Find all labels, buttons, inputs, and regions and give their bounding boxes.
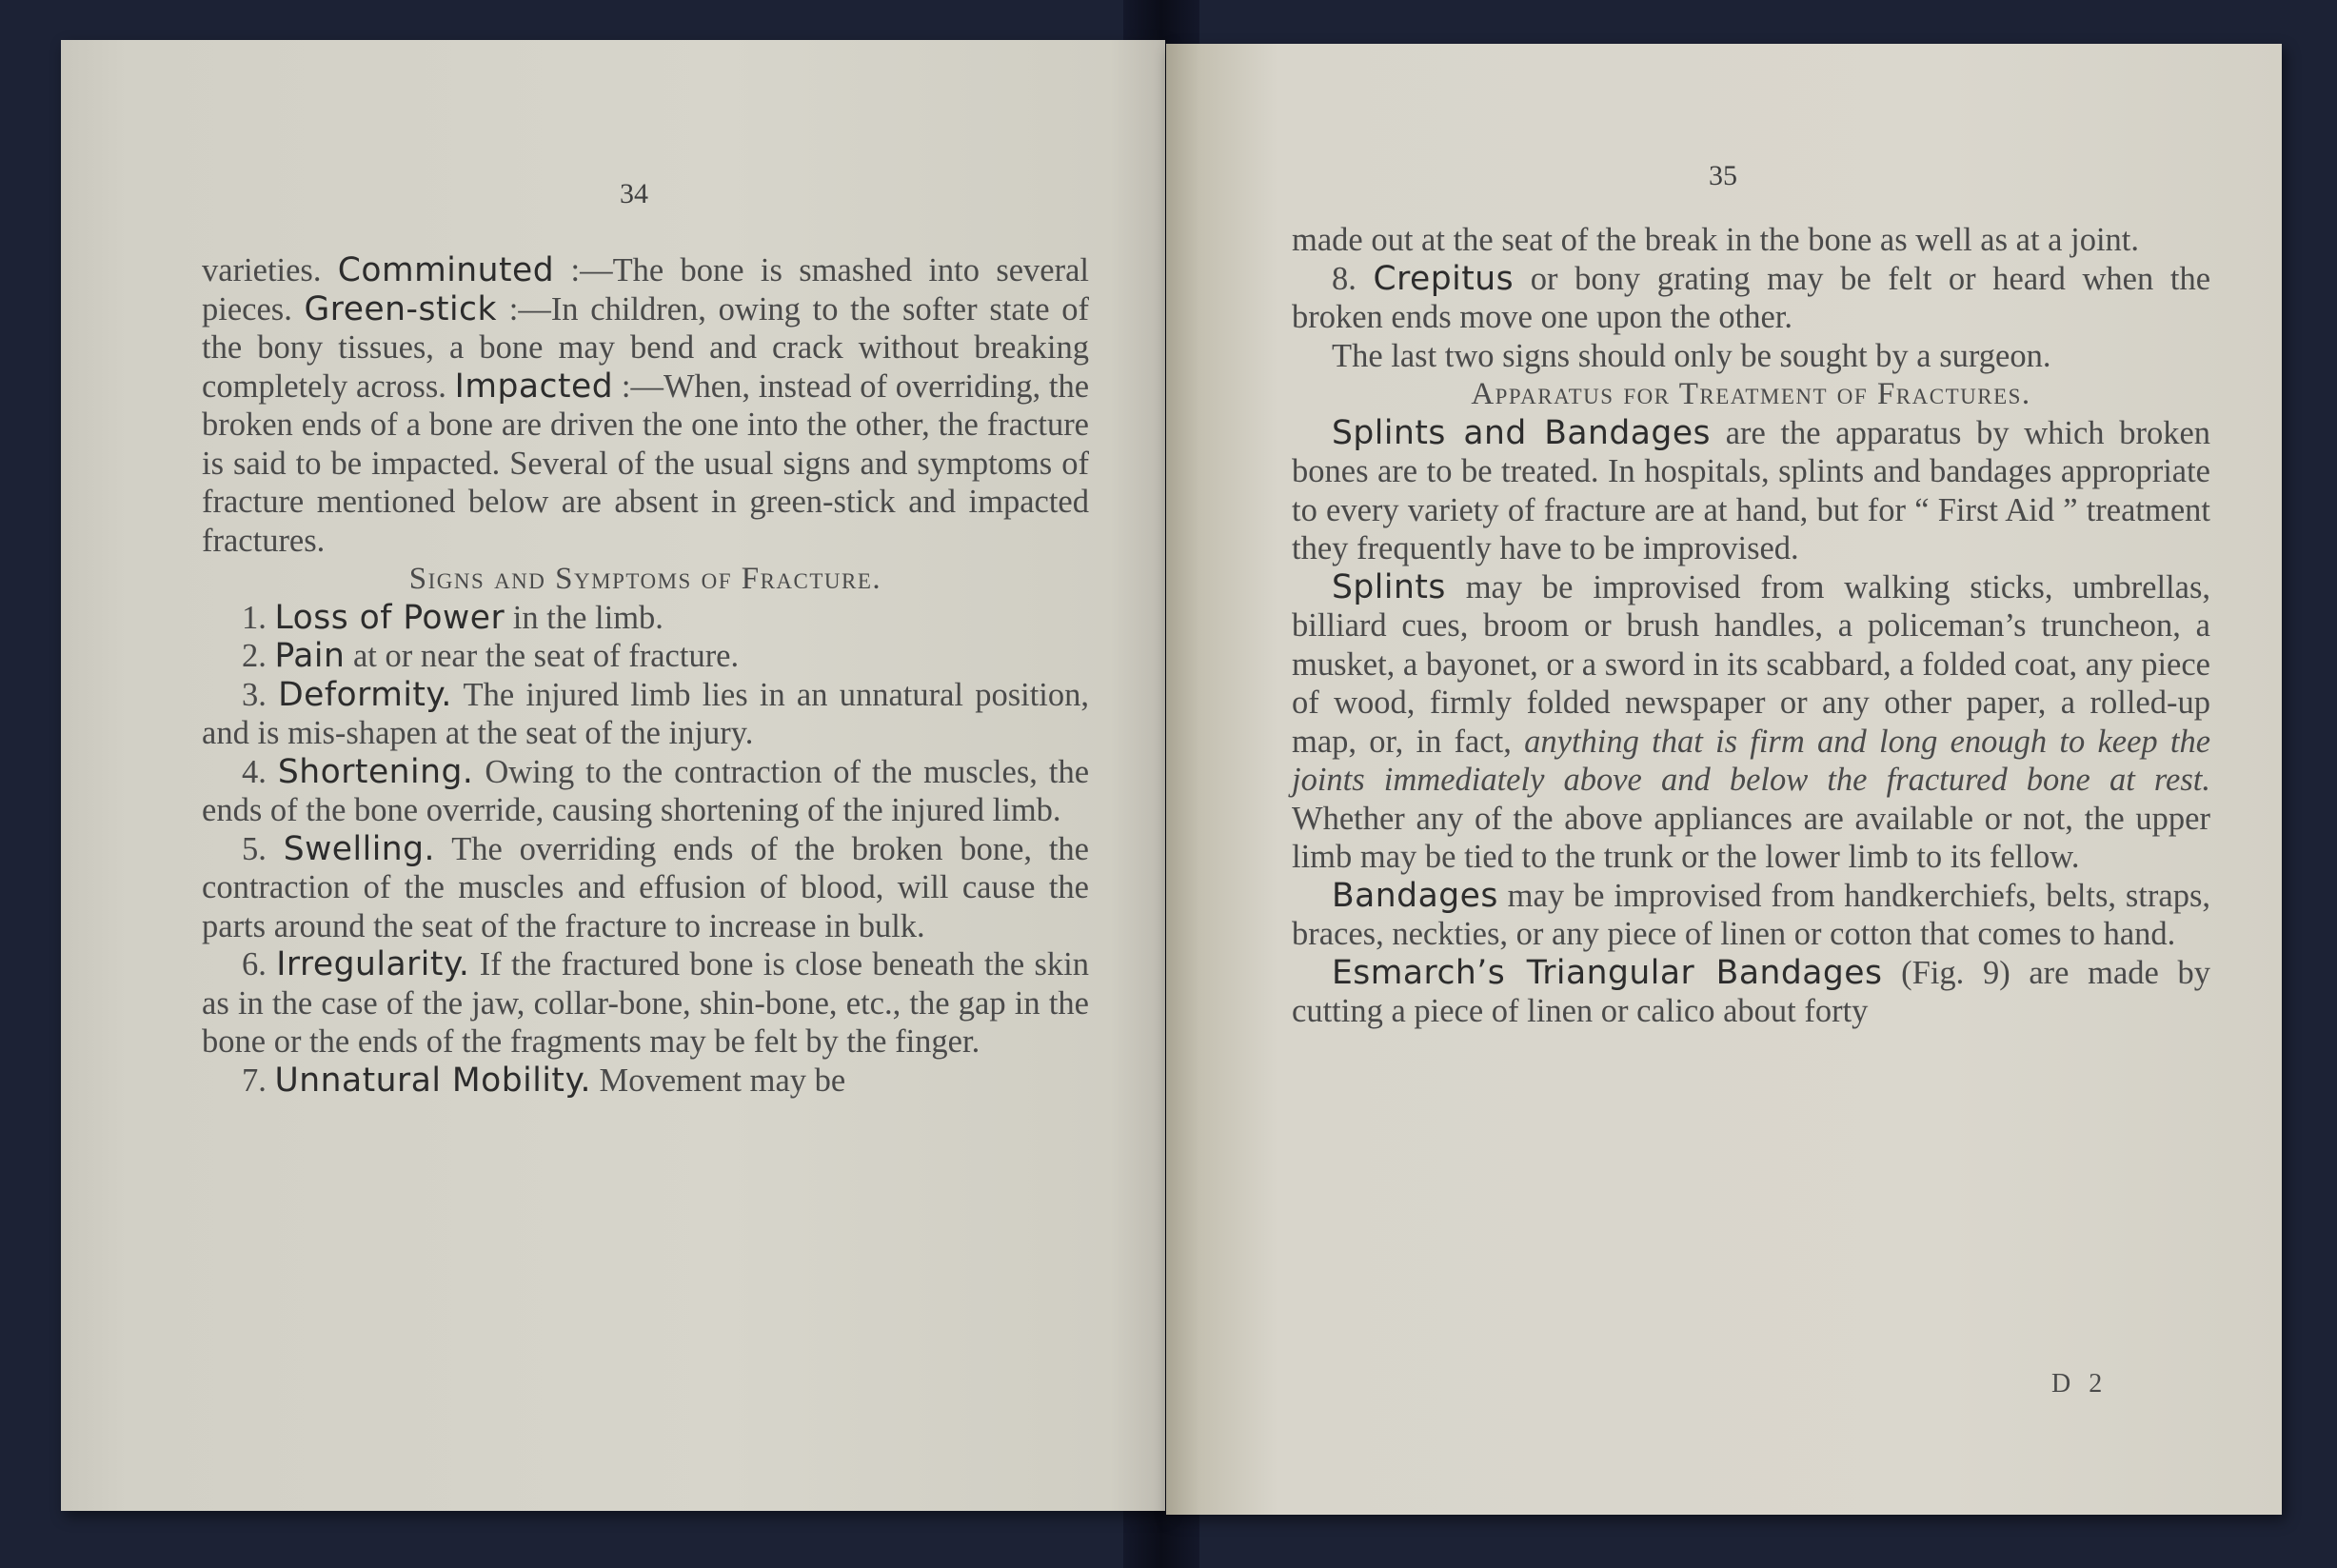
list-item: 4. Shortening. Owing to the contraction of the muscles, the ends of the bone override, causing shortening of the injured limb. bbox=[202, 752, 1090, 828]
section-heading: Apparatus for Treatment of Fractures. bbox=[1471, 377, 2031, 411]
list-item: 7. Unnatural Mobility. Movement may be bbox=[242, 1061, 846, 1100]
impacted-term: Impacted bbox=[454, 367, 614, 406]
list-item: 8. Crepitus or bony grating may be felt or heard when the broken ends move one upon the other. bbox=[1292, 259, 2211, 335]
list-item: 5. Swelling. The overriding ends of the broken bone, the contraction of the muscles and effusion of blood, will cause the parts around the seat of the fracture to increase in bulk. bbox=[202, 829, 1089, 944]
left-page-body bbox=[202, 251, 1089, 1100]
right-page-body bbox=[1292, 221, 2210, 1031]
splints-and-bandages-paragraph: Splints and Bandages are the apparatus by which broken bones are to be treated. In hospitals, splints and bandages appropriate to every variety of fracture are at hand, but for “ First Aid ” treatment they frequently have to be improvised. bbox=[1292, 413, 2211, 566]
emphasis-text: anything that is firm and long enough to keep the joints immediately above and below the fractured bone at rest. bbox=[1292, 723, 2211, 798]
fracture-varieties-paragraph: varieties. Comminuted :—The bone is smashed into several pieces. Green-stick :—In children, owing to the softer state of the bony tissues, a bone may bend and crack without breaking completely across. Impacted :—When, instead of overriding, the broken ends of a bone are driven the one into the other, the fracture is said to be impacted. Several of the usual signs and symptoms of fracture mentioned below are absent in green-stick and impacted fractures. bbox=[202, 251, 1090, 559]
page-number: 34 bbox=[620, 178, 648, 209]
esmarch-paragraph: Esmarch’s Triangular Bandages (Fig. 9) are made by cutting a piece of linen or calico about forty bbox=[1292, 953, 2211, 1029]
left-page bbox=[61, 40, 1165, 1511]
list-item: 2. Pain at or near the seat of fracture. bbox=[242, 637, 740, 675]
page-number: 35 bbox=[1709, 160, 1737, 191]
list-item: 3. Deformity. The injured limb lies in an unnatural position, and is mis-shapen at the seat of the injury. bbox=[202, 675, 1089, 751]
comminuted-term: Comminuted bbox=[337, 251, 555, 289]
surgeon-note: The last two signs should only be sought by a surgeon. bbox=[1332, 337, 2051, 374]
right-page bbox=[1166, 44, 2282, 1515]
continued-paragraph: made out at the seat of the break in the bone as well as at a joint. bbox=[1292, 222, 2139, 258]
crepitus-term: Crepitus bbox=[1373, 259, 1515, 298]
signature-mark: D 2 bbox=[2051, 1369, 2109, 1399]
green-stick-term: Green-stick bbox=[304, 289, 498, 328]
splints-paragraph: Splints may be improvised from walking sticks, umbrellas, billiard cues, broom or brush handles, a policeman’s truncheon, a musket, a bayonet, or a sword in its scabbard, a folded coat, any piece of wood, firmly folded newspaper or any other paper, a rolled-up map, or, in fact, anything that is firm and long enough to keep the joints immediately above and below the fractured bone at rest. Whether any of the above appliances are available or not, the upper limb may be tied to the trunk or the lower limb to its fellow. bbox=[1292, 567, 2211, 875]
section-heading: Signs and Symptoms of Fracture. bbox=[408, 562, 882, 596]
bandages-paragraph: Bandages may be improvised from handkerchiefs, belts, straps, braces, neckties, or any piece of linen or cotton that comes to hand. bbox=[1292, 876, 2210, 952]
list-item: 1. Loss of Power in the limb. bbox=[242, 598, 663, 637]
list-item: 6. Irregularity. If the fractured bone is close beneath the skin as in the case of the jaw, collar-bone, shin-bone, etc., the gap in the bone or the ends of the fragments may be felt by the finger. bbox=[202, 945, 1089, 1060]
